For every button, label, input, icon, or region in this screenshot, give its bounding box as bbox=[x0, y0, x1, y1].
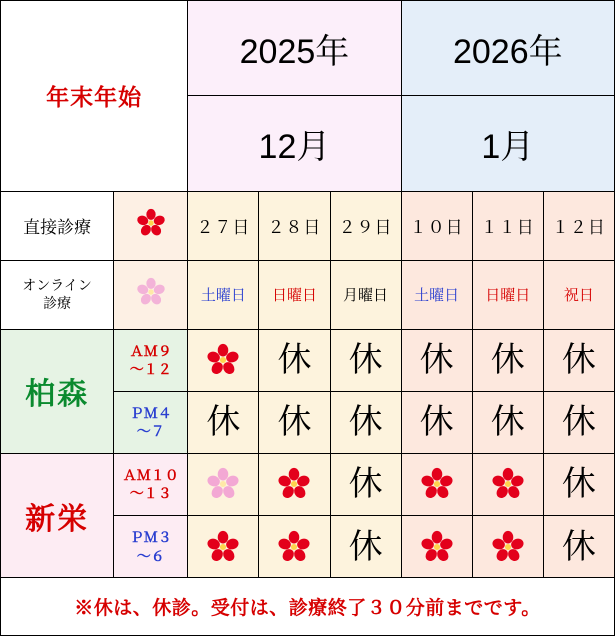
weekdays-row bbox=[1, 260, 615, 329]
slot-shinei-am-4 bbox=[401, 453, 472, 515]
time-shinei-am bbox=[114, 453, 188, 515]
slot-shinei-pm-1 bbox=[188, 516, 259, 578]
slot-kashimori-pm-5: 休 bbox=[472, 391, 543, 453]
date-cell-1: ２７日 bbox=[188, 191, 259, 260]
slot-kashimori-am-5: 休 bbox=[472, 329, 543, 391]
slot-shinei-am-2 bbox=[259, 453, 330, 515]
pink-flower-icon bbox=[136, 277, 166, 307]
time-shinei-pm-line1: ＰＭ３ bbox=[129, 529, 172, 546]
time-shinei-pm bbox=[114, 516, 188, 578]
footer-row bbox=[1, 578, 615, 636]
red-flower-icon bbox=[206, 343, 240, 377]
time-kashimori-pm bbox=[114, 391, 188, 453]
time-kashimori-am-line2: 〜１２ bbox=[129, 361, 172, 378]
slot-shinei-am-1 bbox=[188, 453, 259, 515]
slot-kashimori-am-1 bbox=[188, 329, 259, 391]
slot-kashimori-am-6: 休 bbox=[543, 329, 614, 391]
page-title: 年末年始 bbox=[1, 1, 188, 192]
red-flower-icon bbox=[277, 467, 311, 501]
red-flower-icon bbox=[491, 467, 525, 501]
slot-kashimori-pm-6: 休 bbox=[543, 391, 614, 453]
weekday-cell-6: 祝日 bbox=[543, 260, 614, 329]
slot-shinei-am-3: 休 bbox=[330, 453, 401, 515]
date-cell-4: １０日 bbox=[401, 191, 472, 260]
year-2025-header: 2025年 bbox=[188, 1, 401, 96]
date-cell-6: １２日 bbox=[543, 191, 614, 260]
year-2026-header: 2026年 bbox=[401, 1, 614, 96]
clinic-label-shinei: 新栄 bbox=[1, 453, 114, 577]
weekday-cell-4: 土曜日 bbox=[401, 260, 472, 329]
row-label-online-care bbox=[1, 260, 114, 329]
slot-shinei-pm-2 bbox=[259, 516, 330, 578]
slot-kashimori-pm-3: 休 bbox=[330, 391, 401, 453]
shinei-am-row bbox=[1, 453, 615, 515]
clinic-label-kashimori: 柏森 bbox=[1, 329, 114, 453]
online-label-line2: 診療 bbox=[43, 294, 72, 311]
row-label-direct-care: 直接診療 bbox=[1, 191, 114, 260]
slot-shinei-pm-5 bbox=[472, 516, 543, 578]
date-cell-5: １１日 bbox=[472, 191, 543, 260]
slot-kashimori-am-2: 休 bbox=[259, 329, 330, 391]
online-care-icon-cell bbox=[114, 260, 188, 329]
slot-kashimori-am-3: 休 bbox=[330, 329, 401, 391]
date-cell-3: ２９日 bbox=[330, 191, 401, 260]
direct-care-icon-cell bbox=[114, 191, 188, 260]
red-flower-icon bbox=[277, 530, 311, 564]
time-shinei-pm-line2: 〜６ bbox=[136, 547, 165, 564]
red-flower-icon bbox=[420, 467, 454, 501]
time-kashimori-am bbox=[114, 329, 188, 391]
footer-note: ※休は、休診。受付は、診療終了３０分前までです。 bbox=[1, 578, 615, 636]
slot-kashimori-pm-2: 休 bbox=[259, 391, 330, 453]
slot-kashimori-pm-4: 休 bbox=[401, 391, 472, 453]
date-cell-2: ２８日 bbox=[259, 191, 330, 260]
time-kashimori-am-line1: ＡＭ９ bbox=[129, 342, 172, 359]
time-shinei-am-line1: ＡＭ１０ bbox=[122, 467, 179, 484]
time-kashimori-pm-line2: 〜７ bbox=[136, 423, 165, 440]
red-flower-icon bbox=[491, 530, 525, 564]
month-january-header: 1月 bbox=[401, 96, 614, 191]
weekday-cell-1: 土曜日 bbox=[188, 260, 259, 329]
time-kashimori-pm-line1: ＰＭ４ bbox=[129, 405, 172, 422]
month-december-header: 12月 bbox=[188, 96, 401, 191]
red-flower-icon bbox=[206, 530, 240, 564]
slot-shinei-pm-4 bbox=[401, 516, 472, 578]
weekday-cell-5: 日曜日 bbox=[472, 260, 543, 329]
slot-kashimori-pm-1: 休 bbox=[188, 391, 259, 453]
year-row bbox=[1, 1, 615, 96]
slot-shinei-pm-6: 休 bbox=[543, 516, 614, 578]
weekday-cell-2: 日曜日 bbox=[259, 260, 330, 329]
red-flower-icon bbox=[136, 208, 166, 238]
weekday-cell-3: 月曜日 bbox=[330, 260, 401, 329]
kashimori-am-row bbox=[1, 329, 615, 391]
slot-kashimori-am-4: 休 bbox=[401, 329, 472, 391]
slot-shinei-pm-3: 休 bbox=[330, 516, 401, 578]
pink-flower-icon bbox=[206, 467, 240, 501]
red-flower-icon bbox=[420, 530, 454, 564]
slot-shinei-am-5 bbox=[472, 453, 543, 515]
dates-row bbox=[1, 191, 615, 260]
time-shinei-am-line2: 〜１３ bbox=[129, 485, 172, 502]
online-label-line1: オンライン bbox=[22, 277, 92, 294]
slot-shinei-am-6: 休 bbox=[543, 453, 614, 515]
